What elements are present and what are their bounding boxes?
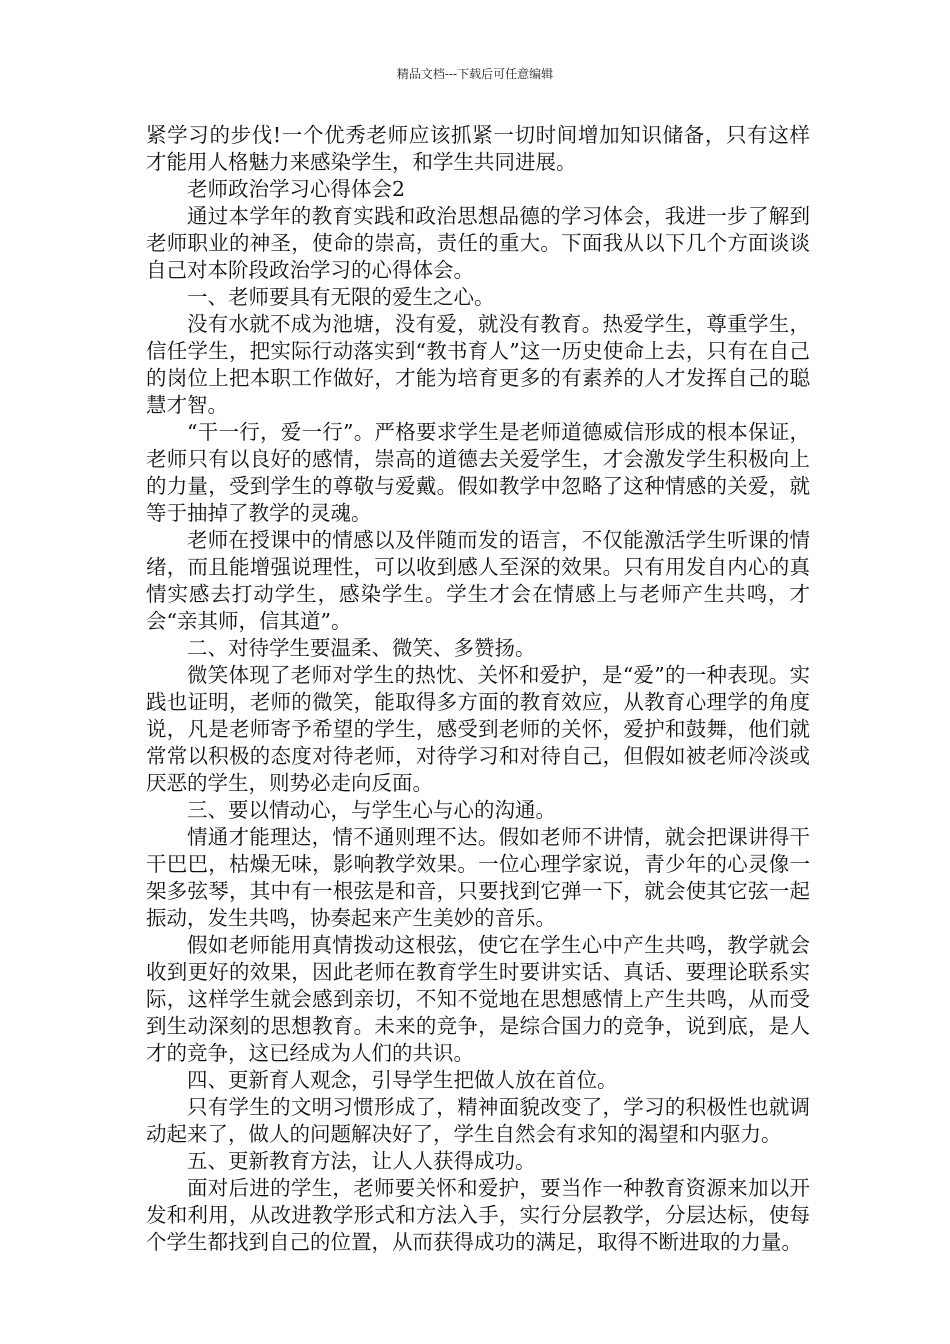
paragraph: 微笑体现了老师对学生的热忱、关怀和爱护，是“爱”的一种表现。实践也证明，老师的微笑，能取得多方面的教育效应，从教育心理学的角度说，凡是老师寄予希望的学生，感受到老师的关怀，爱护和鼓舞，他们就常常以积极的态度对待老师，对待学习和对待自己，但假如被老师冷淡或厌恶的学生，则势必走向反面。	[146, 663, 810, 795]
paragraph-intro: 通过本学年的教育实践和政治思想品德的学习体会，我进一步了解到老师职业的神圣，使命的崇高，责任的重大。下面我从以下几个方面谈谈自己对本阶段政治学习的心得体会。	[146, 204, 810, 282]
paragraph: 面对后进的学生，老师要关怀和爱护，要当作一种教育资源来加以开发和利用，从改进教学形式和方法入手，实行分层教学，分层达标，使每个学生都找到自己的位置，从而获得成功的满足，取得不断进取的力量。	[146, 1176, 810, 1254]
heading-five: 五、更新教育方法，让人人获得成功。	[187, 1149, 536, 1173]
paragraph-continued: 紧学习的步伐!一个优秀老师应该抓紧一切时间增加知识储备，只有这样才能用人格魅力来感染学生，和学生共同进展。	[146, 123, 810, 174]
document-body	[146, 122, 810, 1256]
heading-two: 二、对待学生要温柔、微笑、多赞扬。	[187, 636, 536, 660]
heading-four: 四、更新育人观念，引导学生把做人放在首位。	[187, 1068, 618, 1092]
section-title: 老师政治学习心得体会2	[187, 177, 406, 201]
paragraph: 只有学生的文明习惯形成了，精神面貌改变了，学习的积极性也就调动起来了，做人的问题解决好了，学生自然会有求知的渴望和内驱力。	[146, 1095, 810, 1146]
page-header: 精品文档---下载后可任意编辑	[396, 67, 554, 81]
paragraph: “干一行，爱一行”。严格要求学生是老师道德威信形成的根本保证，老师只有以良好的感情，崇高的道德去关爱学生，才会激发学生积极向上的力量，受到学生的尊敬与爱戴。假如教学中忽略了这种情感的关爱，就等于抽掉了教学的灵魂。	[146, 420, 810, 525]
paragraph: 老师在授课中的情感以及伴随而发的语言，不仅能激活学生听课的情绪，而且能增强说理性，可以收到感人至深的效果。只有用发自内心的真情实感去打动学生，感染学生。学生才会在情感上与老师产生共鸣，才会“亲其师，信其道”。	[146, 528, 810, 633]
paragraph: 情通才能理达，情不通则理不达。假如老师不讲情，就会把课讲得干干巴巴，枯燥无味，影响教学效果。一位心理学家说，青少年的心灵像一架多弦琴，其中有一根弦是和音，只要找到它弹一下，就会使其它弦一起振动，发生共鸣，协奏起来产生美妙的音乐。	[146, 825, 810, 930]
paragraph: 没有水就不成为池塘，没有爱，就没有教育。热爱学生，尊重学生，信任学生，把实际行动落实到“教书育人”这一历史使命上去，只有在自己的岗位上把本职工作做好，才能为培育更多的有素养的人才发挥自己的聪慧才智。	[146, 312, 810, 417]
heading-one: 一、老师要具有无限的爱生之心。	[187, 285, 495, 309]
paragraph: 假如老师能用真情拨动这根弦，使它在学生心中产生共鸣，教学就会收到更好的效果，因此老师在教育学生时要讲实话、真话、要理论联系实际，这样学生就会感到亲切，不知不觉地在思想感情上产生共鸣，从而受到生动深刻的思想教育。未来的竞争，是综合国力的竞争，说到底，是人才的竞争，这已经成为人们的共识。	[146, 933, 810, 1065]
heading-three: 三、要以情动心，与学生心与心的沟通。	[187, 798, 556, 822]
